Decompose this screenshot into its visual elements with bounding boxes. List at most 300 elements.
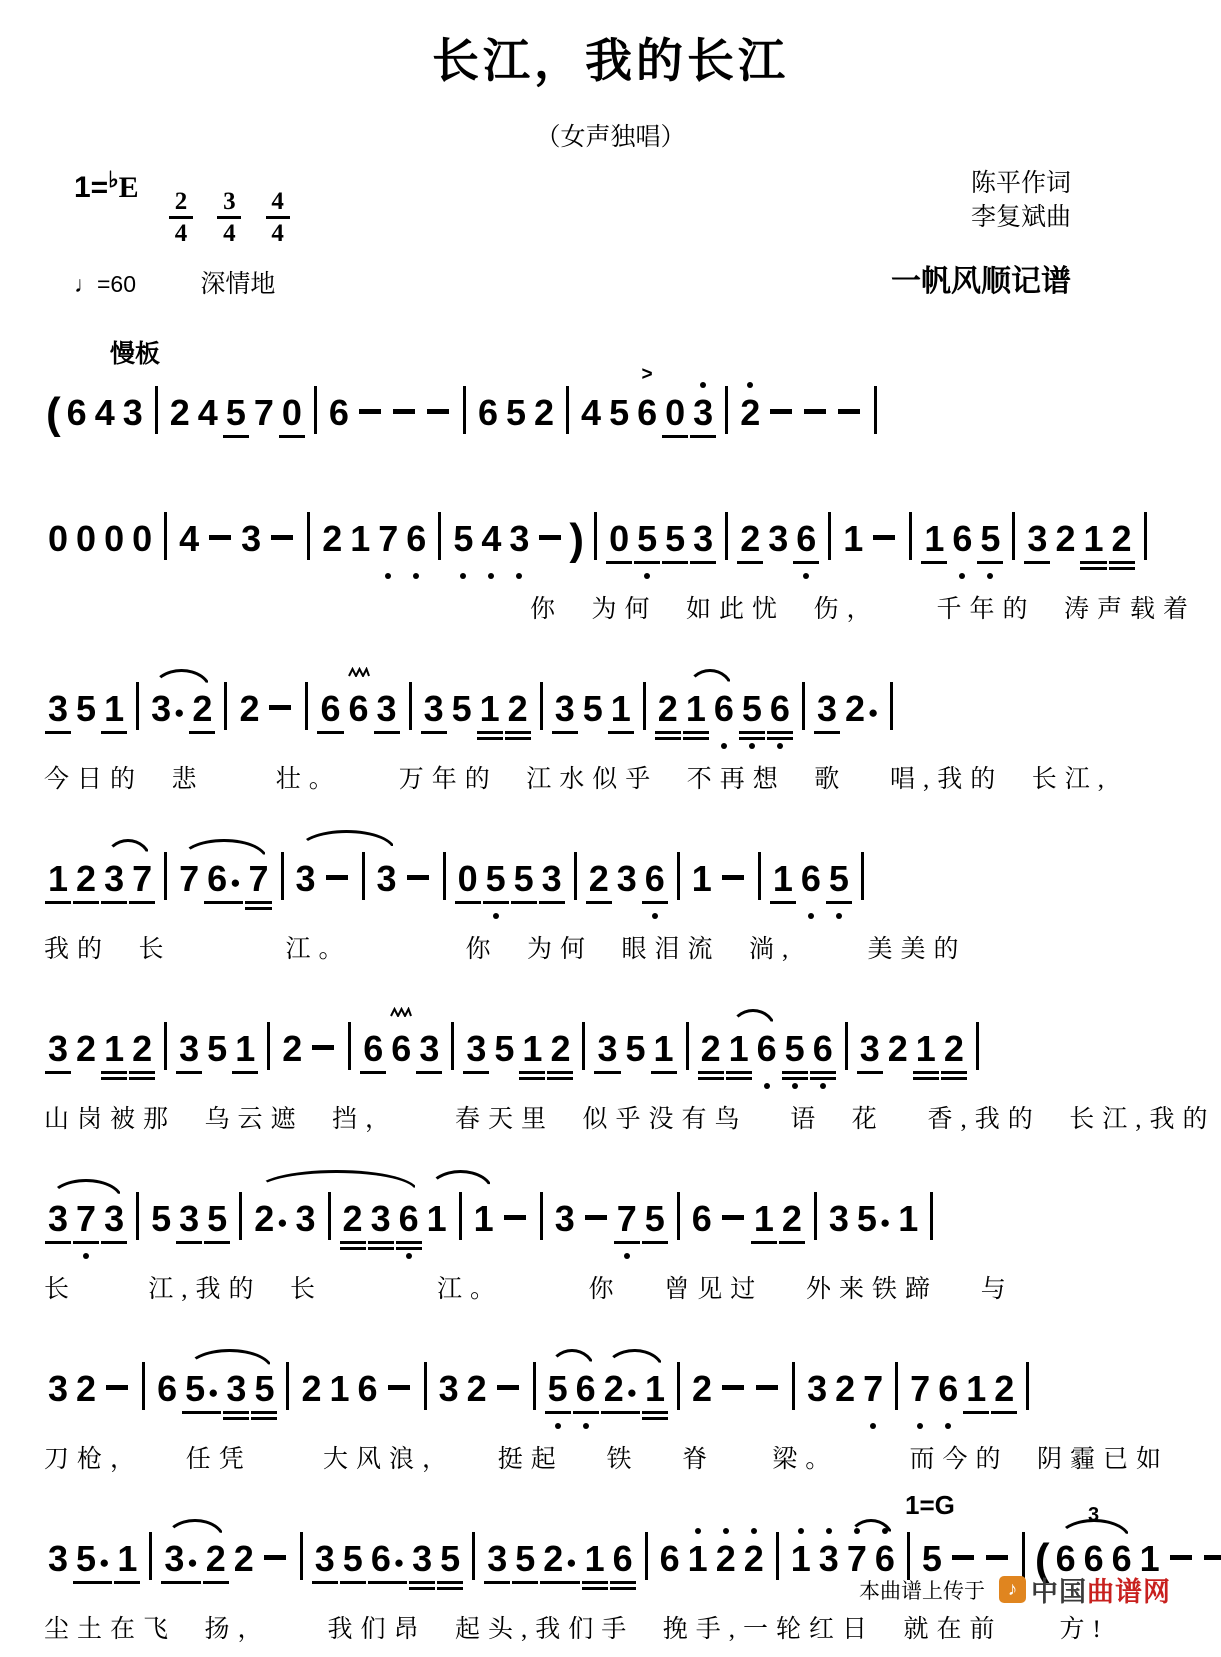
note: 5 — [207, 1201, 227, 1237]
slur-group — [175, 858, 272, 905]
expression-marking: 深情地 — [200, 270, 276, 298]
note: 3 — [487, 1541, 507, 1577]
note: 2 — [169, 392, 190, 433]
score — [0, 334, 1221, 1645]
barline — [149, 1532, 152, 1580]
quarter-note-icon: ♩ — [74, 271, 97, 297]
note: 2 — [887, 1028, 908, 1069]
time-signature-4-4 — [266, 189, 290, 246]
note: 3 — [817, 691, 837, 727]
slur-group — [147, 688, 216, 735]
notation-line — [0, 1162, 1221, 1261]
note: 2 — [1055, 518, 1076, 559]
barline — [286, 1362, 289, 1410]
notation-line — [0, 356, 1221, 455]
barline — [472, 1532, 475, 1580]
note: 5 ● — [76, 1541, 109, 1577]
barline — [861, 852, 864, 900]
barline — [164, 512, 167, 560]
note: 5 — [609, 392, 630, 433]
barline — [828, 512, 831, 560]
note: 1 — [729, 1031, 749, 1067]
barline — [677, 852, 680, 900]
note: 4 — [179, 518, 200, 559]
note: 2 — [282, 1028, 303, 1069]
barline — [459, 1192, 462, 1240]
slur-group — [181, 1368, 278, 1415]
note: 3 — [179, 1031, 199, 1067]
dash-note — [359, 409, 381, 414]
tempo-label: 慢板 — [110, 340, 161, 368]
note: 6 ● — [371, 1541, 404, 1577]
score-line-4 — [0, 822, 1221, 965]
note: 5 — [451, 688, 472, 729]
slur-arc — [605, 1349, 664, 1370]
key-note: E — [118, 171, 139, 204]
key-signature — [74, 167, 290, 246]
lyrics-line: 我的 长 江。 你 为何 眼泪流 淌, 美美的 — [44, 936, 967, 963]
note: 6 — [66, 392, 87, 433]
note: 5 ● — [856, 1198, 891, 1239]
dash-note — [326, 875, 348, 880]
note: 1 — [686, 691, 706, 727]
score-line-2 — [0, 482, 1221, 625]
ts-denominator: 4 — [223, 220, 236, 247]
barline — [574, 852, 577, 900]
note: 1 — [329, 1368, 350, 1409]
note: 3 — [315, 1541, 335, 1577]
note: 3 — [104, 861, 124, 897]
barline — [540, 682, 543, 730]
note: 2 — [466, 1368, 487, 1409]
note: 6 > — [637, 364, 658, 433]
slur-arc — [428, 1170, 493, 1191]
barline — [643, 682, 646, 730]
rest-note: 0 — [665, 395, 685, 431]
barline — [686, 1022, 689, 1070]
slur-group — [160, 1538, 229, 1585]
note: 6 — [328, 392, 349, 433]
tuplet-number: 3 — [1088, 1504, 1100, 1526]
dash-note — [264, 1555, 286, 1560]
slur-arc — [549, 1349, 595, 1370]
note: 6 — [1083, 1538, 1104, 1579]
note: 2 — [192, 691, 212, 727]
note: 6 — [659, 1538, 680, 1579]
barline — [677, 1192, 680, 1240]
note: 5 — [515, 1541, 535, 1577]
note: 2 — [76, 1028, 97, 1069]
dash-note — [838, 409, 860, 414]
note: 3 — [48, 1031, 68, 1067]
meta-row-2 — [0, 246, 1221, 300]
note: 6 — [801, 861, 821, 897]
note: 1 — [754, 1201, 774, 1237]
slur-group — [600, 1368, 669, 1415]
note: 5 — [921, 1538, 942, 1579]
note: 5 — [76, 688, 97, 729]
note: 1 — [773, 861, 793, 897]
note: 3 — [295, 858, 316, 899]
barline — [164, 852, 167, 900]
time-signature-2-4 — [169, 189, 193, 246]
note: 1 — [898, 1198, 919, 1239]
flat-sign-icon: ♭ — [108, 167, 119, 192]
note: 6 — [157, 1368, 178, 1409]
dash-note — [804, 409, 826, 414]
ts-numerator: 3 — [223, 188, 236, 215]
note: 2 — [1112, 521, 1132, 557]
notation-line — [0, 822, 1221, 921]
note: 3 — [693, 395, 713, 431]
barline — [305, 682, 308, 730]
note: 5 — [453, 521, 473, 557]
barline — [792, 1362, 795, 1410]
lyrics-line: 长 江,我的 长 江。 你 曾见过 外来铁蹄 与 — [44, 1276, 1014, 1303]
note: 6 — [391, 1031, 411, 1067]
note: 1 — [611, 691, 631, 727]
note: 7 — [248, 861, 268, 897]
rest-note: 0 — [458, 861, 478, 897]
dash-note — [770, 409, 792, 414]
note: 5 — [514, 861, 534, 897]
time-signature-3-4 — [217, 189, 241, 246]
slur-arc — [687, 669, 733, 690]
note: 7 — [378, 521, 398, 557]
note: 2 — [740, 521, 760, 557]
footer — [859, 1570, 1171, 1609]
note: 3 — [226, 1371, 246, 1407]
note: 3 — [438, 1368, 459, 1409]
note: 5 — [785, 1031, 805, 1067]
note: 5 — [494, 1028, 515, 1069]
barline — [307, 512, 310, 560]
note: 3 — [424, 691, 444, 727]
note: 4 — [197, 392, 218, 433]
dash-note — [756, 1385, 778, 1390]
note: 2 — [239, 688, 260, 729]
note: 3 — [48, 1538, 69, 1579]
barline — [362, 852, 365, 900]
note: 2 — [944, 1031, 964, 1067]
upload-note: 本曲谱上传于 — [859, 1579, 985, 1603]
note: 5 — [742, 691, 762, 727]
note: 2 ● — [543, 1541, 576, 1577]
note: 3 — [597, 1031, 617, 1067]
barline — [136, 682, 139, 730]
barline — [776, 1532, 779, 1580]
parenthesis: ) — [569, 515, 585, 564]
note: 1 — [104, 691, 124, 727]
barline — [725, 512, 728, 560]
barline — [463, 386, 466, 434]
note: 7 — [847, 1541, 867, 1577]
dash-note — [585, 1215, 607, 1220]
site-logo-site: 曲谱网 — [1087, 1577, 1171, 1607]
site-logo-cn: 中国 — [1031, 1577, 1087, 1607]
note: 2 — [508, 691, 528, 727]
lyricist: 陈平作词 — [970, 170, 1071, 197]
note: 1 — [117, 1541, 137, 1577]
barline — [300, 1532, 303, 1580]
note: 7 — [910, 1371, 930, 1407]
lyrics-line: 刀枪， 任凭 大风浪， 挺起 铁 脊 梁。 而今的 阴霾已如 — [44, 1446, 1170, 1473]
note: 2 — [343, 1201, 363, 1237]
barline — [424, 1362, 427, 1410]
barline — [802, 682, 805, 730]
slur-group — [44, 1198, 128, 1245]
note: 5 ● — [185, 1371, 218, 1407]
slur-arc — [105, 839, 151, 860]
note: 6 — [691, 1198, 712, 1239]
note: 2 — [132, 1031, 152, 1067]
note: 2 ● — [844, 688, 879, 729]
notation-line — [0, 992, 1221, 1091]
dash-note — [269, 705, 291, 710]
note: 1 — [843, 518, 864, 559]
lyrics-line: 你 为何 如此忧 伤， 千年的 涛声载着 — [530, 596, 1197, 623]
dash-note — [539, 535, 561, 540]
slur-arc — [186, 1349, 273, 1370]
key-prefix: 1= — [74, 171, 109, 204]
note: 2 — [692, 1368, 713, 1409]
note: 5 — [582, 688, 603, 729]
note: 3 — [807, 1368, 828, 1409]
note: 5 — [226, 395, 246, 431]
slur-arc — [180, 839, 267, 860]
barline — [155, 386, 158, 434]
note: 1 — [1139, 1538, 1160, 1579]
rest-note: 0 — [282, 395, 302, 431]
note: 1 — [1083, 521, 1103, 557]
barline — [582, 1022, 585, 1070]
note: 7 — [76, 1201, 96, 1237]
note: 3 — [241, 518, 262, 559]
fraction-bar — [217, 216, 241, 219]
dash-note — [722, 1385, 744, 1390]
dash-note — [106, 1385, 128, 1390]
dash-note — [722, 1215, 744, 1220]
rest-note: 0 — [48, 518, 69, 559]
note: 5 — [486, 861, 506, 897]
note: 1 — [473, 1198, 494, 1239]
note: 6 — [952, 521, 972, 557]
note: 7 — [863, 1371, 883, 1407]
note: 6 — [399, 1201, 419, 1237]
dash-note — [873, 535, 895, 540]
note: 1 — [426, 1198, 447, 1239]
note: 6 — [320, 691, 340, 727]
dash-note — [1204, 1555, 1221, 1560]
barline — [328, 1192, 331, 1240]
note: 6 — [406, 521, 426, 557]
note: 7 — [253, 392, 274, 433]
note: 1 — [480, 691, 500, 727]
barline — [1012, 512, 1015, 560]
note: 5 — [637, 521, 657, 557]
dash-note — [271, 535, 293, 540]
dash-note — [504, 1215, 526, 1220]
dash-note — [427, 409, 449, 414]
dash-note — [497, 1385, 519, 1390]
ts-numerator: 4 — [271, 188, 284, 215]
dash-note — [312, 1045, 334, 1050]
barline — [540, 1192, 543, 1240]
accent-mark: > — [641, 364, 653, 385]
note: 1 — [688, 1541, 708, 1577]
note: 1 — [966, 1371, 986, 1407]
note: 1 — [924, 521, 944, 557]
slur-arc — [730, 1009, 776, 1030]
dash-note — [722, 875, 744, 880]
lyrics-line: 今日的 悲 壮。 万年的 江水似乎 不再想 歌 唱,我的 长江, — [44, 766, 1113, 793]
note: 5 — [151, 1198, 172, 1239]
barline — [136, 1192, 139, 1240]
note: 6 — [349, 691, 369, 727]
note: 1 — [791, 1541, 811, 1577]
note: 3 — [104, 1201, 124, 1237]
slur-group — [725, 1028, 781, 1075]
note: 1 — [522, 1031, 542, 1067]
note: 6 — [1111, 1538, 1132, 1579]
note: 2 — [233, 1538, 254, 1579]
barline — [281, 852, 284, 900]
key-change-label: 1=G — [905, 1490, 955, 1520]
note: 4 — [94, 392, 115, 433]
note: 3 — [768, 518, 789, 559]
note: 3 — [554, 1198, 575, 1239]
note: 5 — [665, 521, 685, 557]
site-logo — [999, 1570, 1171, 1609]
barline — [890, 682, 893, 730]
note: 6 ● — [207, 861, 240, 897]
score-line-1 — [0, 334, 1221, 455]
note: 7 — [617, 1201, 637, 1237]
note: 3 — [48, 1201, 68, 1237]
fraction-bar — [169, 216, 193, 219]
barline — [438, 512, 441, 560]
note: 3 — [1027, 521, 1047, 557]
slur-arc — [165, 1519, 224, 1540]
note: 6 — [645, 861, 665, 897]
barline — [314, 386, 317, 434]
slur-arc — [152, 669, 211, 690]
note: 2 — [534, 392, 555, 433]
note: 3 — [122, 392, 143, 433]
note: 5 — [207, 1028, 228, 1069]
note: 2 — [658, 691, 678, 727]
note: 2 ● — [254, 1198, 288, 1239]
note: 1 — [654, 1031, 674, 1067]
slur-group — [100, 858, 156, 905]
note: 3 — [616, 858, 637, 899]
ts-numerator: 2 — [174, 188, 188, 215]
note: 3 — [48, 1368, 69, 1409]
page-title: 长江，我的长江 — [432, 34, 789, 87]
note: 1 — [691, 858, 712, 899]
score-line-6 — [0, 1162, 1221, 1305]
barline — [348, 1022, 351, 1070]
meta-row — [0, 153, 1221, 246]
slur-arc — [255, 1170, 417, 1191]
barline — [725, 386, 728, 434]
note: 3 — [828, 1198, 849, 1239]
lyrics-line: 山岗被那 乌云遮 挡， 春天里 似乎没有鸟 语 花 香,我的 长江,我的 — [44, 1106, 1216, 1133]
note: 4 — [581, 392, 602, 433]
score-line-7 — [0, 1332, 1221, 1475]
transcriber: 一帆风顺记谱 — [891, 265, 1071, 298]
slur-arc — [848, 1519, 894, 1540]
music-note-icon: ♪ — [999, 1576, 1026, 1603]
note: 1 — [645, 1371, 665, 1407]
note: 5 — [625, 1028, 646, 1069]
dash-note — [952, 1555, 974, 1560]
note: 3 — [295, 1198, 316, 1239]
note: 5 — [505, 392, 526, 433]
note: 2 — [835, 1368, 856, 1409]
note: 2 — [301, 1368, 322, 1409]
note: 6 — [796, 521, 816, 557]
parenthesis: ( — [46, 389, 61, 438]
note: 5 — [440, 1541, 460, 1577]
parenthesis: ( — [1034, 1535, 1050, 1584]
tempo-marking — [74, 264, 275, 300]
note: 2 — [206, 1541, 226, 1577]
note: 7 — [179, 858, 200, 899]
lyrics-line: 尘土在飞 扬， 我们昂 起头,我们手 挽手,一轮红日 就在前 方! — [44, 1616, 1109, 1643]
dash-note — [407, 875, 429, 880]
score-line-5 — [0, 992, 1221, 1135]
barline — [267, 1022, 270, 1070]
note: 5 — [829, 861, 849, 897]
note: 3 — [419, 1031, 439, 1067]
dash-note — [1170, 1555, 1192, 1560]
barline — [895, 1362, 898, 1410]
note: 5 — [548, 1371, 568, 1407]
subtitle: （女声独唱） — [535, 124, 686, 151]
note: 6 — [363, 1031, 383, 1067]
note: 3 ● — [164, 1541, 197, 1577]
note: 3 — [860, 1031, 880, 1067]
note: 3 — [819, 1541, 839, 1577]
note: 1 — [916, 1031, 936, 1067]
note: 5 — [980, 521, 1000, 557]
note: 3 — [377, 691, 397, 727]
note: 6 — [576, 1371, 596, 1407]
note: 1 — [585, 1541, 605, 1577]
barline — [645, 1532, 648, 1580]
note: 2 — [782, 1201, 802, 1237]
barline — [874, 386, 877, 434]
barline — [566, 386, 569, 434]
note: 6 — [477, 392, 498, 433]
note: 5 — [343, 1541, 363, 1577]
composer: 李复斌曲 — [970, 203, 1071, 231]
mordent-icon — [390, 1005, 412, 1017]
note: 2 — [76, 1368, 97, 1409]
notation-line — [0, 482, 1221, 581]
note: 2 — [76, 861, 96, 897]
note: 3 — [542, 861, 562, 897]
slur-group — [250, 1192, 422, 1245]
note: 3 — [555, 691, 575, 727]
note: 6 — [770, 691, 790, 727]
rest-note: 0 — [609, 521, 629, 557]
slur-group — [544, 1368, 600, 1415]
note: 1 — [104, 1031, 124, 1067]
note: 6 — [357, 1368, 378, 1409]
rest-note: 0 — [132, 518, 153, 559]
